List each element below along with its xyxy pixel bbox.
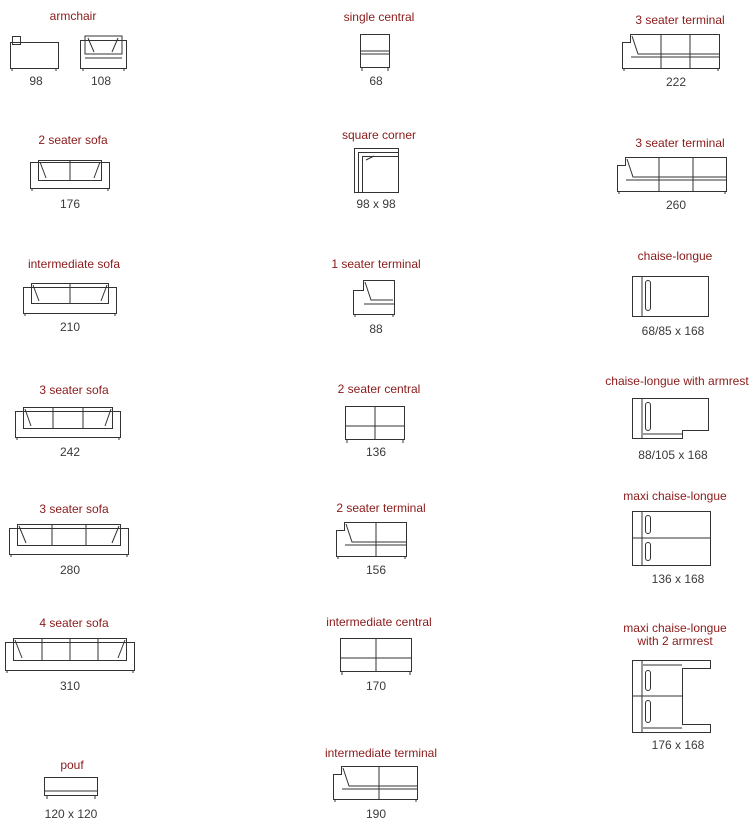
single-central-label: single central: [343, 10, 415, 24]
maxi-chaise-longue-icon: [632, 511, 714, 567]
three-seater-terminal-260-icon: [617, 157, 729, 195]
square-corner-dimension: 98 x 98: [356, 197, 396, 211]
square-corner-icon: [354, 148, 400, 194]
maxi-chaise-longue-label: maxi chaise-longue: [623, 489, 727, 503]
two-seater-terminal-icon: [336, 522, 410, 560]
pouf-label: pouf: [60, 758, 84, 772]
three-seater-sofa-280-dimension: 280: [59, 563, 81, 577]
three-seater-terminal-222-label: 3 seater terminal: [635, 13, 725, 27]
three-seater-terminal-222-dimension: 222: [665, 75, 687, 89]
chaise-longue-armrest-dimension: 88/105 x 168: [638, 448, 708, 462]
armchair-108-icon: [80, 34, 128, 72]
intermediate-sofa-dimension: 210: [59, 320, 81, 334]
intermediate-terminal-label: intermediate terminal: [324, 746, 438, 760]
intermediate-central-dimension: 170: [365, 679, 387, 693]
maxi-chaise-longue-2-armrest-label-line1: maxi chaise-longue: [623, 621, 727, 635]
maxi-chaise-longue-2-armrest-label-line2: with 2 armrest: [637, 634, 713, 648]
intermediate-sofa-icon: [23, 281, 119, 317]
chaise-longue-icon: [632, 276, 712, 318]
two-seater-central-icon: [345, 406, 407, 444]
intermediate-central-icon: [340, 638, 414, 676]
three-seater-terminal-222-icon: [622, 34, 722, 72]
four-seater-sofa-dimension: 310: [59, 679, 81, 693]
single-central-icon: [360, 34, 392, 72]
chaise-longue-label: chaise-longue: [637, 249, 713, 263]
four-seater-sofa-label: 4 seater sofa: [39, 616, 109, 630]
three-seater-sofa-242-dimension: 242: [59, 445, 81, 459]
square-corner-label: square corner: [341, 128, 417, 142]
two-seater-central-dimension: 136: [365, 445, 387, 459]
one-seater-terminal-dimension: 88: [369, 322, 383, 336]
one-seater-terminal-icon: [353, 280, 397, 318]
two-seater-sofa-icon: [30, 158, 112, 192]
three-seater-terminal-260-dimension: 260: [665, 198, 687, 212]
maxi-chaise-longue-2-armrest-dimension: 176 x 168: [651, 738, 705, 752]
two-seater-sofa-label: 2 seater sofa: [38, 133, 108, 147]
three-seater-sofa-242-label: 3 seater sofa: [39, 383, 109, 397]
intermediate-central-label: intermediate central: [326, 615, 432, 629]
intermediate-terminal-icon: [333, 766, 421, 804]
three-seater-sofa-280-label: 3 seater sofa: [39, 502, 109, 516]
two-seater-central-label: 2 seater central: [337, 382, 421, 396]
maxi-chaise-longue-2-armrest-icon: [632, 660, 714, 734]
armchair-98-icon: [10, 34, 62, 72]
three-seater-sofa-280-icon: [9, 522, 131, 558]
three-seater-terminal-260-label: 3 seater terminal: [635, 136, 725, 150]
intermediate-terminal-dimension: 190: [365, 807, 387, 821]
armchair-98-dimension: 98: [29, 74, 43, 88]
two-seater-terminal-dimension: 156: [365, 563, 387, 577]
single-central-dimension: 68: [369, 74, 383, 88]
intermediate-sofa-label: intermediate sofa: [27, 257, 121, 271]
two-seater-terminal-label: 2 seater terminal: [336, 501, 426, 515]
chaise-longue-armrest-label: chaise-longue with armrest: [605, 374, 749, 388]
chaise-longue-armrest-icon: [632, 398, 712, 442]
armchair-108-dimension: 108: [90, 74, 112, 88]
four-seater-sofa-icon: [5, 636, 137, 674]
three-seater-sofa-242-icon: [15, 405, 123, 441]
maxi-chaise-longue-dimension: 136 x 168: [651, 572, 705, 586]
chaise-longue-dimension: 68/85 x 168: [641, 324, 705, 338]
pouf-icon: [44, 777, 99, 801]
armchair-label: armchair: [49, 9, 97, 23]
one-seater-terminal-label: 1 seater terminal: [331, 257, 421, 271]
pouf-dimension: 120 x 120: [44, 807, 98, 821]
two-seater-sofa-dimension: 176: [59, 197, 81, 211]
